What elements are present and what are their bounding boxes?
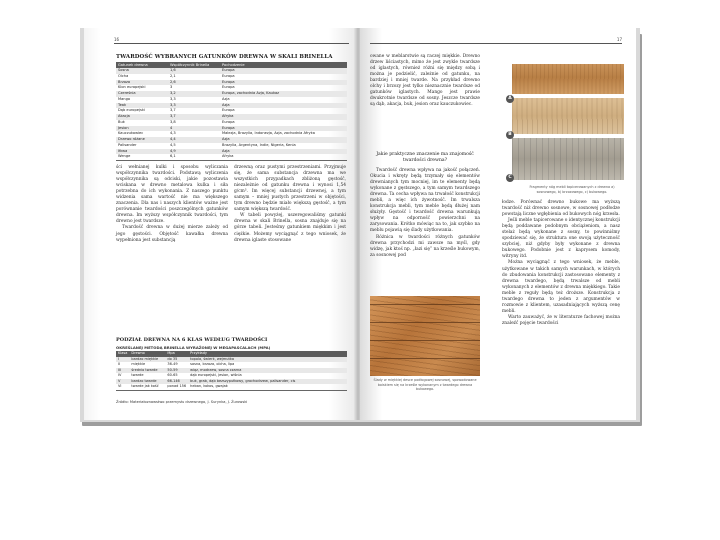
table-cell: 66-146	[165, 379, 188, 385]
table-cell: Europa	[222, 119, 235, 124]
right-page-number: 17	[616, 37, 622, 42]
table-cell: Azja	[220, 103, 347, 109]
left-header-rule	[114, 43, 349, 44]
left-column-1	[116, 165, 228, 244]
plank-photo-pine	[512, 64, 624, 94]
table-cell: 50-59	[165, 368, 188, 374]
table-cell: 3,3	[170, 96, 176, 101]
source-note: Źródło: Materiałoznawstwo przemysłu drzewnego, J. Surynka, J. Żurowski	[116, 400, 248, 404]
table-cell: buk, grab, dąb bezszypułkowy, grochodrzew, palisander, cis	[188, 379, 347, 385]
table-cell: Czereśnia	[116, 91, 168, 97]
header-cell: Gatunek drewna	[116, 62, 168, 68]
table-cell: Sosna	[116, 68, 168, 74]
header-cell: Przykłady	[188, 351, 347, 357]
table-cell: Azja	[220, 137, 347, 143]
table-cell: 3,3	[168, 103, 220, 109]
table-cell: V	[116, 379, 129, 385]
left-page-number: 16	[114, 37, 120, 42]
table-cell: 4	[168, 126, 220, 132]
table-cell: II	[118, 362, 121, 367]
table-cell: bardzo miękkie	[129, 357, 165, 363]
table-cell: VI	[116, 384, 129, 390]
header-cell: Pochodzenie	[220, 62, 347, 68]
table-cell: 4,9	[168, 149, 220, 155]
hardness-table	[116, 62, 347, 161]
table-cell: 4,4	[168, 137, 220, 143]
table-cell: 36-49	[167, 362, 178, 367]
label-a-badge: A	[506, 95, 514, 103]
table-cell: 60-65	[167, 373, 178, 378]
floor-caption: Ślady w miękkiej desce podłogowej sosnowej, spowodowane boiskiem się na krześle wykonanym z twardego drewna bukowego.	[373, 378, 477, 391]
table-cell: 2,6	[168, 80, 220, 86]
table-cell: Malezja, Brazylia, Indonezja, Azja, zachodnia Afryka	[222, 131, 315, 136]
hardness-table-row	[116, 154, 347, 160]
table-cell: dąb europejski, jesion, wiśnia	[190, 373, 242, 378]
table-cell: ponad 156	[165, 384, 188, 390]
table-cell: Wenge	[116, 154, 168, 160]
table-cell: 6,1	[168, 154, 220, 160]
right-page	[360, 28, 636, 420]
classes-table-row	[116, 384, 347, 390]
table-cell: Europa, zachodnia Azja, Kaukaz	[220, 91, 347, 97]
floor-photo	[370, 296, 480, 376]
header-cell: Klasa	[118, 351, 128, 355]
table-cell: Azja	[222, 96, 230, 101]
paragraph: łodze. Porównać drewno bukowe ma wyższą twardość niż drewno sosnowe, w sosnowej podłodze powstają liczne wgłębienia od bukowych nóg krzesła.	[502, 200, 620, 218]
table-cell: bardzo twarde	[129, 379, 165, 385]
right-column-2	[502, 200, 620, 327]
table-cell: 3,2	[168, 91, 220, 97]
header-cell: Drewno	[129, 351, 165, 357]
table-cell: Afryka	[220, 154, 347, 160]
table-cell: 4,5	[170, 142, 176, 147]
table-cell: I	[116, 357, 129, 363]
paragraph: W tabeli powyżej, uszeregowaliśmy gatunki drewna w skali Brinella, sosna znajduje się na górze tabeli. Jesteśmy gatunkiem miękkim i jest ciężkie. Możemy wyciągnąć z tego wniosek, że drewna iglaste stosowane	[234, 213, 346, 243]
table-cell: Azja	[220, 149, 347, 155]
hardness-table-title: TWARDOŚĆ WYBRANYCH GATUNKÓW DREWNA W SKALI BRINELLA	[116, 54, 333, 60]
table-cell: heban, kokos, gwajak	[188, 384, 347, 390]
table-cell: Jesion	[116, 126, 168, 132]
table-cell: Europa	[220, 126, 347, 132]
table-cell: Klon europejski	[118, 85, 146, 90]
planks-caption: Fragmenty nóg mebli tapicerowanych z drewna a) sosnowego, b) brzozowego, c) bukowego.	[529, 185, 615, 194]
table-cell: do 35	[165, 357, 188, 363]
paragraph: Można wyciągnąć z tego wniosek, że meble, użytkowane w takich samych warunkach, w których do zbudowania konstrukcji zastosowano elementy z drewna twardego, będą trwalsze od mebli wykonanych z elementów z drewna miękkiego. Takie meble z reguły będą też droższe. Konstrukcja z twardego drewna to jeden z argumentów w rozmowie z klientem, uzasadniających wyższą cenę mebli.	[502, 260, 620, 314]
classes-table-title: PODZIAŁ DREWNA NA 6 KLAS WEDŁUG TWARDOŚCI	[116, 337, 268, 343]
table-cell: III	[116, 368, 129, 374]
paragraph: owane w meblarstwie są raczej miękkie. Drewno drzew liściastych, mimo że jest zwykle twardsze od iglastych, również różni się między sobą i można je podzielić, zależnie od gatunku, na bardziej i mniej twarde. Na przykład drewno olchy i brzozy jest tylko nieznacznie twardsze od gatunków iglastych. Mango jest prawie dwukrotnie twardsze od sosny. Jeszcze twardsze są dąb, akacja, buk, jesion oraz kauczukowiec.	[370, 54, 480, 108]
header-cell: Mpa	[165, 351, 188, 357]
table-cell: twarde	[131, 373, 144, 378]
table-cell: IV	[118, 373, 122, 378]
table-cell: 3	[170, 85, 173, 90]
table-cell: Buk	[118, 119, 125, 124]
table-cell: średnio twarde	[129, 368, 165, 374]
table-cell: Europa	[222, 108, 235, 113]
classes-table	[116, 351, 347, 391]
plank-photo-beech	[512, 138, 624, 180]
table-cell: Mango	[118, 96, 131, 101]
table-cell: Drzewo różane	[116, 137, 168, 143]
table-cell: Olcha	[118, 73, 129, 78]
table-cell: Afryka	[220, 114, 347, 120]
table-cell: Europa	[222, 85, 235, 90]
classes-table-body	[116, 357, 347, 391]
open-book	[80, 28, 640, 424]
table-cell: miękkie	[131, 362, 146, 367]
table-cell: Brazylia, Argentyna, Indie, Nigeria, Kenia	[222, 142, 296, 147]
table-cell: Dąb europejski	[118, 108, 145, 113]
paragraph: drzewną oraz pustymi przestrzeniami. Przyjmuje się, że sama substancja drzewna ma we wszystkich przypadkach zbliżoną gęstość, niezależnie od gatunku drewna i wynosi 1,54 g/cm³. Im więcej substancji drzewnej, a tym samym – mniej pustych przestrzeni w objętości, tym drewno będzie miało większą gęstość, a tym samym większą twardość.	[234, 165, 346, 213]
table-cell: topola, świerk, wejmutka	[188, 357, 347, 363]
table-cell: 2,1	[170, 73, 176, 78]
right-column-1-bottom	[370, 168, 480, 259]
table-cell: Iłkwa	[116, 149, 168, 155]
table-cell: Europa	[220, 68, 347, 74]
paragraph: Warto zauważyć, że w literaturze fachowej można znaleźć pojęcie twardości	[502, 314, 620, 326]
table-cell: Palisander	[118, 142, 137, 147]
table-cell: Brzoza	[116, 80, 168, 86]
table-cell: 1,6	[168, 68, 220, 74]
right-column-1-top	[370, 54, 480, 108]
right-header-rule	[370, 43, 622, 44]
table-cell: 3,7	[168, 114, 220, 120]
plank-photo-birch	[512, 98, 624, 134]
table-cell: wiąz, modrzew, sosna czarna	[188, 368, 347, 374]
label-b-badge: B	[506, 131, 514, 139]
table-cell: 3,7	[170, 108, 176, 113]
table-cell: twarde jak kość	[129, 384, 165, 390]
header-cell: Współczynnik Brinella	[168, 62, 220, 68]
left-page	[84, 28, 356, 420]
table-cell: Europa	[222, 73, 235, 78]
table-cell: 3,8	[170, 119, 176, 124]
hardness-table-body	[116, 68, 347, 161]
paragraph: Jeśli meble tapicerowane o identycznej konstrukcji będą poddawane podobnym obciążeniom, a nasz stelaż będą wykonane z sosny, to powinniśmy spodziewać się, że struktura one swoją użyteczność szybciej, niż gdyby były wykonane z drewna bukowego. Podobnie jest z kaprysem komody, witryny itd.	[502, 218, 621, 260]
table-cell: Akacja	[116, 114, 168, 120]
table-cell: sosna, brzoza, olcha, lipa	[190, 362, 235, 367]
paragraph: Różnica w twardości różnych gatunków drewna przychodzi mi zawsze na myśl, gdy widzę, jak ktoś np. „łazi się” na krześle bukowym, za sosnowej pod	[370, 234, 480, 258]
table-cell: Europa	[220, 80, 347, 86]
left-column-2	[234, 165, 346, 244]
classes-table-subtitle: OKREŚLANEJ METODĄ BRINELLA WYRAŻONEJ W MEGAPASCALACH (MPA)	[116, 345, 271, 350]
table-cell: 4,3	[170, 131, 176, 136]
paragraph: Twardość drewna w dużej mierze zależy od jego gęstości. Objętość kawałka drewna wypełniona jest substancją	[116, 225, 228, 243]
paragraph: Twardość drewna wpływa na jakość połączeń. Okucia i wkręty będą trzymały się elementów drewnianych tym mocniej, im te elementy będą wykonane z gęstszego, a tym samym twardszego drewna. Ta cecha wpływa na trwałość konstrukcji mebli, a więc ich żywotność. Im trwalsza konstrukcja mebli, tym meble będą dłużej nam służyły. Gęstość i twardość drewna warunkują wpływ na odporność powierzchni na zarysowania. Krótko mówiąc na to, jak szybko na meblu pojawią się ślady użytkowania.	[370, 168, 480, 234]
table-cell: Teak	[116, 103, 168, 109]
section-subheading: Jakie praktyczne znaczenie ma znajomość twardości drewna?	[376, 152, 474, 163]
paragraph: ści wełnianej kulki i sposobu wyliczania współczynnika twardości. Podstawą wyliczenia współczynnika są odciski, jakie pozostawia wciskana w drewno metalowa kulka i siła potrzebna do ich wykonania. Z naszego punktu widzenia sama wartość nie ma większego znaczenia. Dla nas i naszych klientów ważne jest porównanie twardości poszczególnych gatunków drewna. Im wyższy współczynnik twardości, tym drewno jest twardsze.	[116, 165, 228, 225]
table-cell: Kauczukowiec	[118, 131, 144, 136]
label-c-badge: C	[506, 174, 514, 182]
